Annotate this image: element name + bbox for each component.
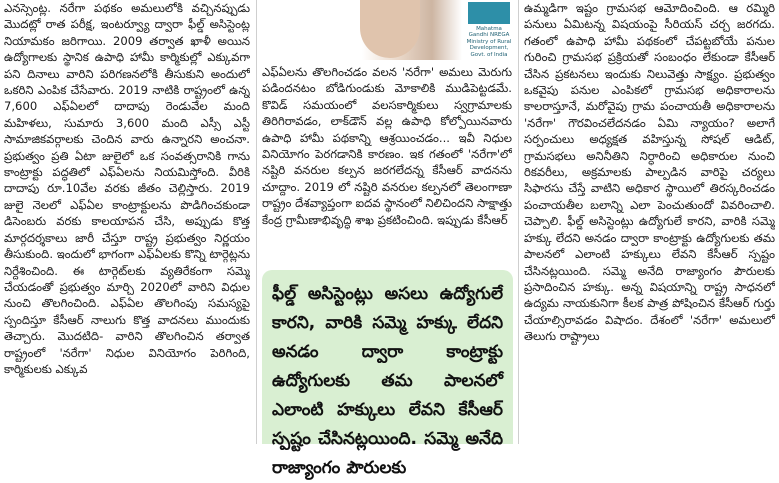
article-text: ఎనస్సెంట్ల. నరేగా పథకం అమలులోకి వచ్చినప్పుడు మొదట్లో రాత పరీక్ష, ఇంటర్వ్యూ ద్వారా ఫీల్డ్ అసిస్టెంట్ల నియామకం జరిగాయి. 2009 తర్వాత ఖాళీ అయిన ఉద్యోగాలకు స్థానిక ఉపాధి హామీ కార్మికుల్లో ఎక్కువగా పని దినాలు వారిని పరిగణనలోకి తీసుకుని అందులో ఒకరిని ఎంపిక చేసేవారు. 2019 నాటికి రాష్ట్రంలో ఉన్న 7,600 ఎఫ్‌ఏలలో దాదాపు రెండువేల మంది మహిళలు, సుమారు 3,600 మంది ఎస్సీ ఎస్టీ సామాజికవర్గాలకు చెందిన వారు ఉన్నారని అంచనా. ప్రభుత్వం ప్రతి ఏటా జులైలో ఒక సంవత్సరానికి గాను కాంట్రాక్టు పద్ధతిలో ఎఫ్‌ఏలను నియమిస్తోంది. వీరికి దాదాపు రూ.10వేల వరకు జీతం చెల్లిస్తారు. 2019 జులై నెలలో ఎఫ్‌ఏల కాంట్రాక్టులను పొడిగించకుండా డిసెంబరు వరకు కాలయాపన చేసి, అప్పుడు కొత్త మార్గదర్శకాలు జారీ చేస్తూ రాష్ట్ర ప్రభుత్వం నిర్ణయం తీసుకుంది. ఇందులో భాగంగా ఎఫ్‌ఏలకు కొన్ని టార్గెట్లను నిర్దేశించింది. ఈ టార్గెట్‌లకు వ్యతిరేకంగా సమ్మె చేయడంతో ప్రభుత్వం మార్చి 2020లో వారిని విధుల నుంచి తొలగించింది. ఎఫ్‌ఏల తొలగింపు సమస్యపై స్పందిస్తూ కేసీఆర్ నాలుగు కొత్త వాదనలు ముందుకు తెచ్చారు. మొదటిది- వారిని తొలగించిన తర్వాత రాష్ట్రంలో 'నరేగా' నిధుల వినియోగం పెరిగింది, కార్మికులకు ఎక్కువ [4, 1, 250, 376]
nrega-logo [466, 0, 512, 60]
nrega-logo-emblem [468, 2, 510, 24]
article-column-3 [524, 0, 775, 444]
logo-line-2: Ministry of Rural Development, Govt. of India [466, 38, 512, 58]
logo-line-1: Mahatma Gandhi NREGA [468, 26, 510, 39]
article-column-1 [4, 0, 250, 444]
column-divider [256, 0, 257, 444]
pull-quote-text: ఫీల్డ్ అసిస్టెంట్లు అసలు ఉద్యోగులే కారని, వారికి సమ్మె హక్కు లేదని అనడం ద్వారా కాంట్రాక్టు ఉద్యోగులకు తమ పాలనలో ఎలాంటి హక్కులు లేవని కేసీఆర్ స్పష్టం చేసినట్లయింది. సమ్మె అనేది రాజ్యాంగం పౌరులకు [272, 284, 503, 478]
article-text: ఎఫ్‌ఏలను తొలగించడం వలన 'నరేగా' అమలు మెరుగు పడిందనటం బోడిగుండుకు మోకాలికి ముడిపెట్టడమే. కొవిడ్ సమయంలో వలసకార్మికులు స్వగ్రామాలకు తిరిగిరావడం, లాక్‌డౌన్ వల్ల ఉపాధి కోల్పోయినవారు ఉపాధి హామీ పథకాన్ని ఆశ్రయించడం... ఇవీ నిధుల వినియోగం పెరగడానికి కారణం. ఇక గతంలో 'నరేగా'లో నష్టిరి వనరుల కల్పన జరగలేదన్న కేసీఆర్ వాదనను చూద్దాం. 2019 లో నష్టిరి వనరుల కల్పనలో తెలంగాణా రాష్ట్రం దేశవ్యాప్తంగా ఐదవ స్థానంలో నిలిచిందని సాక్షాత్తు కేంద్ర గ్రామీణాభివృద్ధి శాఖ ప్రకటించింది. ఇప్పుడు కేసీఆర్ [262, 65, 512, 227]
column-divider [518, 0, 519, 444]
pull-quote [262, 270, 513, 478]
article-text: ఉమ్మడిగా ఇష్టం గ్రామసభ ఆమోదించింది. ఆ రమ్మిరి పనులు ఏమిటన్న విషయంపై సీరియస్ చర్చ జరగదు. గతంలో ఉపాధి హామీ పథకంలో చేపట్టబోయే పనుల గురించి గ్రామసభ ప్రక్రియతో సంబంధం లేకుండా కేసీఆర్ చేసిన ప్రకటనలు ఇందుకు నిలువెత్తు సాక్ష్యం. ప్రభుత్వం ఒకవైపు పనుల ఎంపికలో గ్రామసభ అధికారాలను కాలరాస్తూనే, మరోవైపు గ్రామ పంచాయతీ అధికారాలను 'నరేగా' గౌరవించలేదనడం ఏమి న్యాయం? అలాగే సర్పంచులు అధ్యక్షత వహిస్తున్న సోషల్ ఆడిట్, గ్రామసభలు అనినీతిని నిర్ధారించి అధికారుల నుంచి రికవరీలు, అక్రమాలకు పాల్పడిన వారిపై చర్యలు సిఫారసు చేస్తే వాటిని అధికార స్థాయిలో తిరస్కరించడం పంచాయతీల బలాన్ని ఎలా పెంచుతుందో వివరించాలి. చెప్పాలి. ఫీల్డ్ అసిస్టెంట్లు ఉద్యోగులే కారని, వారికి సమ్మె హక్కు లేదని అనడం ద్వారా కాంట్రాక్టు ఉద్యోగులకు తమ పాలనలో ఎలాంటి హక్కులు లేవని కేసీఆర్ స్పష్టం చేసినట్లయింది. సమ్మె అనేది రాజ్యాంగం పౌరులకు ప్రసాదించిన హక్కు. అన్న విషయాన్ని రాష్ట్ర సాధనలో ఉద్యమ నాయకునిగా కీలక పాత్ర పోషించిన కేసీఆర్ గుర్తు చేయాల్సిరావడం విషాదం. దేశంలో 'నరేగా' అమలులో తెలుగు రాష్ట్రాలు [524, 1, 775, 344]
article-column-2 [262, 64, 512, 270]
hand-illustration [360, 0, 420, 58]
